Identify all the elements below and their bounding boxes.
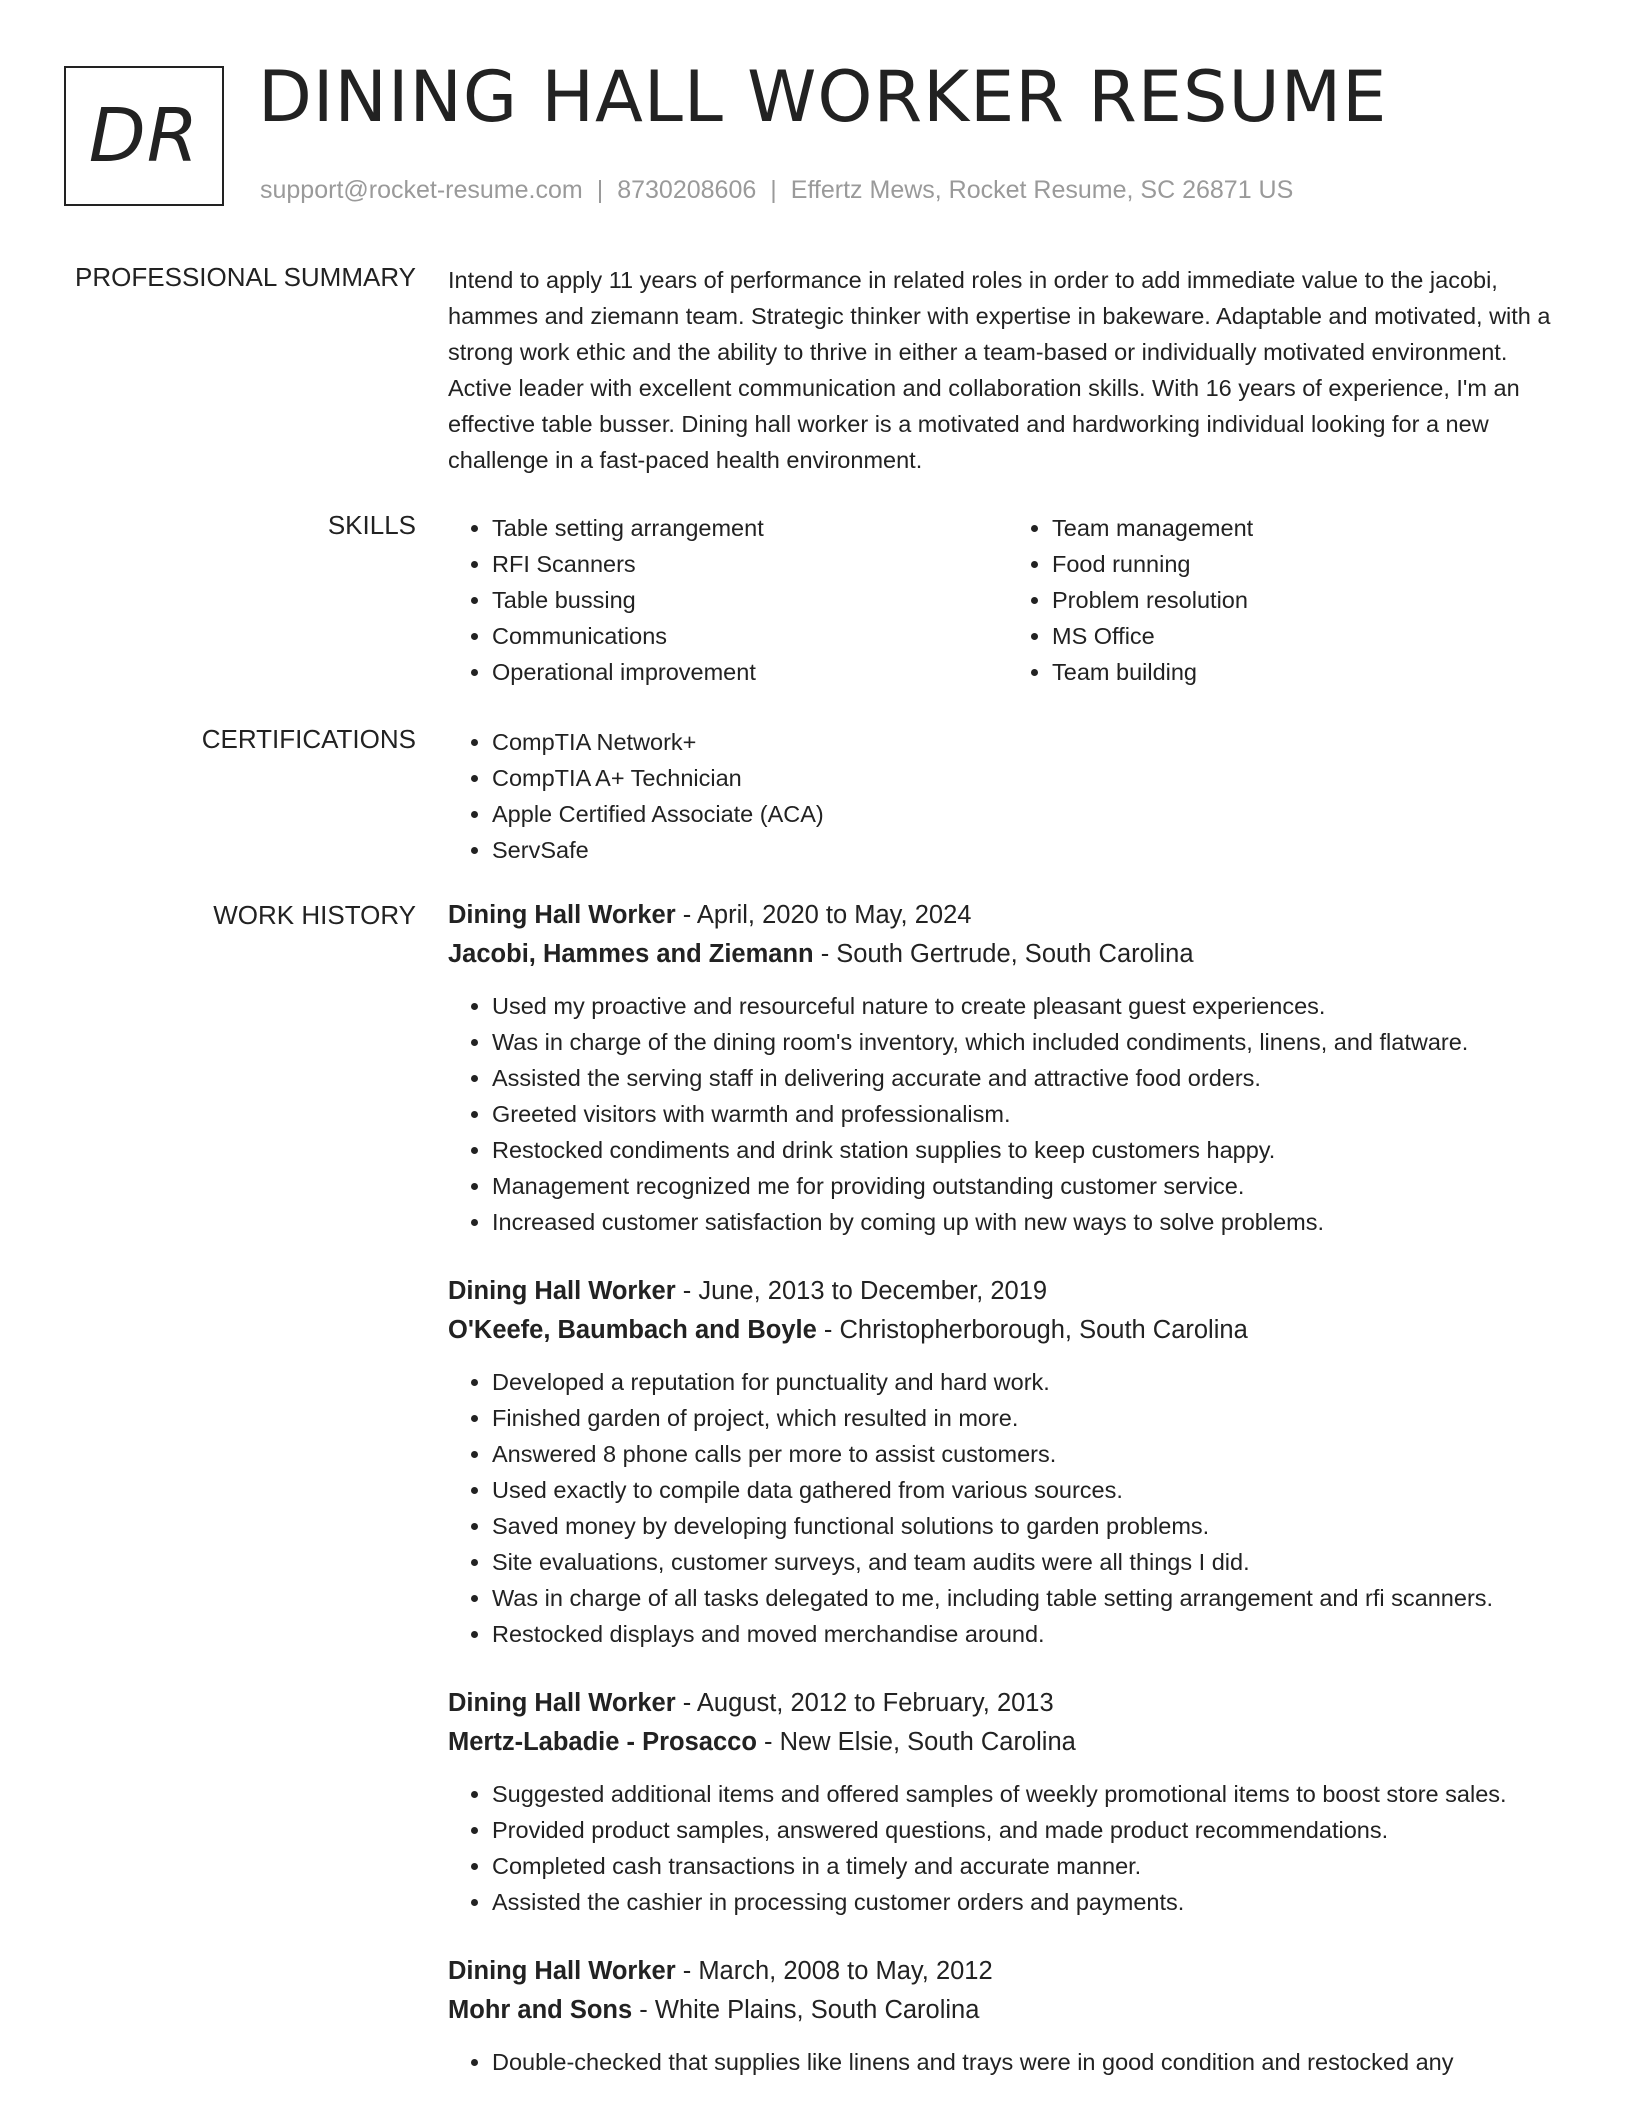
skill-item: • Communications	[492, 618, 1008, 654]
job-bullet: • Developed a reputation for punctuality and hard work.	[492, 1364, 1568, 1400]
job-location: - South Gertrude, South Carolina	[813, 940, 1194, 968]
job-entry	[448, 1272, 1568, 1652]
job-entry	[448, 1684, 1568, 1920]
section-label: CERTIFICATIONS	[201, 724, 416, 754]
resume-title: DINING HALL WORKER RESUME	[258, 56, 1388, 138]
job-bullets	[448, 1364, 1568, 1652]
job-bullets	[448, 988, 1568, 1240]
job-bullet: • Provided product samples, answered questions, and made product recommendations.	[492, 1812, 1568, 1848]
job-dates: - June, 2013 to December, 2019	[675, 1277, 1048, 1305]
job-location: - Christopherborough, South Carolina	[816, 1316, 1248, 1344]
job-company: Mohr and Sons	[448, 1996, 633, 2024]
skill-item: • MS Office	[1052, 618, 1568, 654]
contact-separator: |	[770, 176, 777, 204]
job-location: - White Plains, South Carolina	[632, 1996, 980, 2024]
skill-item: • Team management	[1052, 510, 1568, 546]
contact-line	[260, 176, 1293, 205]
job-bullet: • Suggested additional items and offered samples of weekly promotional items to boost store sales.	[492, 1776, 1568, 1812]
job-bullet: • Increased customer satisfaction by coming up with new ways to solve problems.	[492, 1204, 1568, 1240]
job-bullet: • Site evaluations, customer surveys, and team audits were all things I did.	[492, 1544, 1568, 1580]
job-bullet: • Assisted the serving staff in delivering accurate and attractive food orders.	[492, 1060, 1568, 1096]
job-entry	[448, 1952, 1568, 2080]
certification-item: • CompTIA A+ Technician	[492, 760, 1568, 796]
job-company: O'Keefe, Baumbach and Boyle	[448, 1316, 817, 1344]
job-title-line	[448, 896, 1568, 935]
section-label: WORK HISTORY	[213, 900, 416, 930]
job-company: Jacobi, Hammes and Ziemann	[448, 940, 814, 968]
job-bullet: • Restocked condiments and drink station supplies to keep customers happy.	[492, 1132, 1568, 1168]
job-bullet: • Used my proactive and resourceful nature to create pleasant guest experiences.	[492, 988, 1568, 1024]
section-label: PROFESSIONAL SUMMARY	[75, 262, 416, 292]
job-location: - New Elsie, South Carolina	[756, 1728, 1076, 1756]
job-dates: - August, 2012 to February, 2013	[675, 1689, 1054, 1717]
job-bullet: • Finished garden of project, which resulted in more.	[492, 1400, 1568, 1436]
job-title-line	[448, 1272, 1568, 1311]
skill-item: • Problem resolution	[1052, 582, 1568, 618]
contact-phone[interactable]: 8730208606	[617, 176, 757, 204]
job-bullet: • Double-checked that supplies like linens and trays were in good condition and restocked any	[492, 2044, 1568, 2080]
job-bullet: • Management recognized me for providing outstanding customer service.	[492, 1168, 1568, 1204]
job-bullets	[448, 2044, 1568, 2080]
job-bullet: • Saved money by developing functional solutions to garden problems.	[492, 1508, 1568, 1544]
skills-list-left	[448, 510, 1008, 690]
skills-list-right	[1008, 510, 1568, 690]
job-bullet: • Was in charge of the dining room's inventory, which included condiments, linens, and flatware.	[492, 1024, 1568, 1060]
certification-item: • ServSafe	[492, 832, 1568, 868]
contact-email[interactable]: support@rocket-resume.com	[260, 176, 583, 204]
skill-item: • Team building	[1052, 654, 1568, 690]
job-bullet: • Was in charge of all tasks delegated to me, including table setting arrangement and rfi scanners.	[492, 1580, 1568, 1616]
job-title: Dining Hall Worker	[448, 1689, 676, 1717]
skill-item: • RFI Scanners	[492, 546, 1008, 582]
certification-item: • CompTIA Network+	[492, 724, 1568, 760]
job-company-line	[448, 1723, 1568, 1762]
job-title: Dining Hall Worker	[448, 1957, 676, 1985]
job-bullets	[448, 1776, 1568, 1920]
job-title: Dining Hall Worker	[448, 901, 676, 929]
skill-item: • Food running	[1052, 546, 1568, 582]
job-title-line	[448, 1952, 1568, 1991]
contact-address: Effertz Mews, Rocket Resume, SC 26871 US	[790, 176, 1294, 204]
initials-monogram: DR	[64, 66, 224, 206]
job-bullet: • Assisted the cashier in processing customer orders and payments.	[492, 1884, 1568, 1920]
job-title-line	[448, 1684, 1568, 1723]
job-dates: - April, 2020 to May, 2024	[675, 901, 972, 929]
job-bullet: • Restocked displays and moved merchandise around.	[492, 1616, 1568, 1652]
job-bullet: • Completed cash transactions in a timely and accurate manner.	[492, 1848, 1568, 1884]
job-bullet: • Answered 8 phone calls per more to assist customers.	[492, 1436, 1568, 1472]
skill-item: • Table setting arrangement	[492, 510, 1008, 546]
job-bullet: • Greeted visitors with warmth and professionalism.	[492, 1096, 1568, 1132]
skill-item: • Table bussing	[492, 582, 1008, 618]
section-label: SKILLS	[327, 510, 416, 540]
job-entry	[448, 896, 1568, 1240]
job-company: Mertz-Labadie - Prosacco	[448, 1728, 757, 1756]
job-company-line	[448, 1311, 1568, 1350]
skill-item: • Operational improvement	[492, 654, 1008, 690]
certification-item: • Apple Certified Associate (ACA)	[492, 796, 1568, 832]
certifications-list	[448, 724, 1568, 868]
contact-separator: |	[596, 176, 604, 204]
job-dates: - March, 2008 to May, 2012	[675, 1957, 993, 1985]
job-company-line	[448, 935, 1568, 974]
summary-text: Intend to apply 11 years of performance in related roles in order to add immediate value to the jacobi, hammes and ziemann team. Strategic thinker with expertise in bakeware. Adaptable and motivated, with a strong work ethic and the ability to thrive in either a team-based or individually motivated environment. Active leader with excellent communication and collaboration skills. With 16 years of experience, I'm an effective table busser. Dining hall worker is a motivated and hardworking individual looking for a new challenge in a fast-paced health environment.	[448, 267, 1551, 473]
job-bullet: • Used exactly to compile data gathered from various sources.	[492, 1472, 1568, 1508]
job-title: Dining Hall Worker	[448, 1277, 676, 1305]
job-company-line	[448, 1991, 1568, 2030]
